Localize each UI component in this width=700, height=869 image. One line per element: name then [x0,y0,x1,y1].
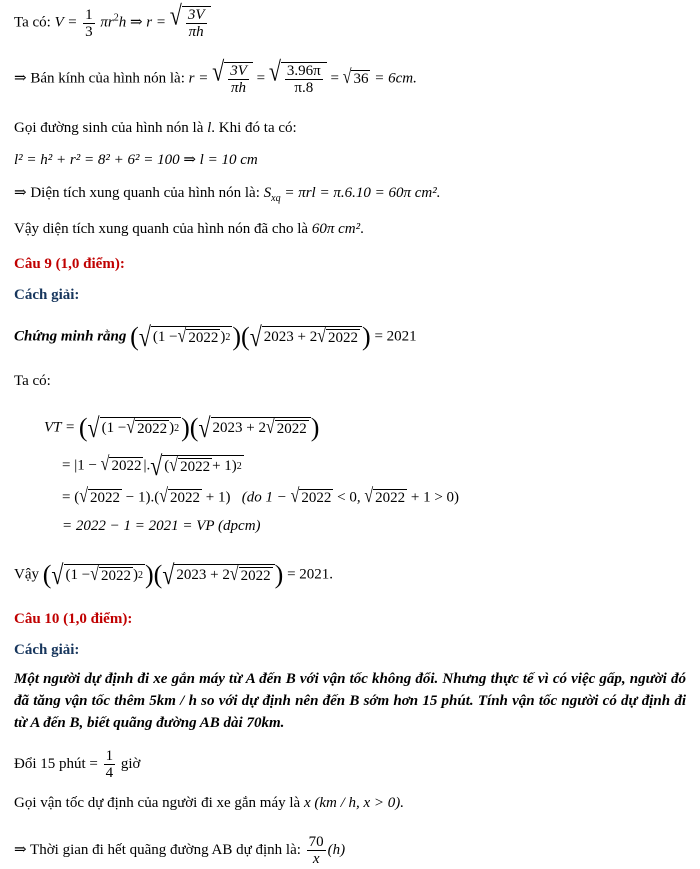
conclusion-area: Vậy diện tích xung quanh của hình nón đã cho là 60π cm². [14,221,364,237]
vt-step-1: = |1 − √ 2022 |. √ ( √ 2022 + 1) 2 [62,449,242,481]
method-label: Cách giải: [14,642,80,658]
ta-co-label: Ta có: [14,373,51,389]
radical: √ 36 [342,66,369,88]
variable-definition: Gọi vận tốc dự định của người đi xe gắn máy là x (km / h, x > 0). [14,795,405,811]
text-generatrix: Gọi đường sinh của hình nón là l. Khi đó ta có: [14,120,297,136]
implies-icon: ⇒ [14,70,27,87]
question-10-title: Câu 10 (1,0 điểm): [14,611,133,627]
problem-statement: Một người dự định đi xe gắn máy từ A đến B với vận tốc không đổi. Nhưng thực tế vì có việc gấp, người đó đã tăng vận tốc thêm 5km / h so với dự định nên đến B sớm hơn 15 phút. Tính vận tốc người có dự định đi từ A đến B, biết quãng đường AB dài 70km. [14,671,686,731]
radical: √ $\frac{3.96\pi}{\pi.8}$ [269,62,327,96]
prove-statement: Chứng minh rằng ( √ (1 − √ 2022 ) 2 )( √ 2023 + 2 √ 2022 ) = 2021 [14,320,417,352]
formula-lateral-area: ⇒ Diện tích xung quanh của hình nón là: $S_{xq} = \pi rl = \pi.6.10 = 60\pi$ cm². [14,185,441,204]
radical: √ $\frac{3V}{\pi h}$ [212,62,253,96]
vt-step-0: VT = ( √ (1 − √ 2022 ) 2 )( √ 2023 + 2 √ 2022 ) [44,411,320,443]
formula-volume: Ta có: V = $\frac{1}{3}$ $\pi r^2h$ ⇒ r = √ $\frac{3V}{\pi h}$ [14,6,211,40]
formula-radius: ⇒ Bán kính của hình nón là: r = √ $\frac{3V}{\pi h}$ = √ $\frac{3.96\pi}{\pi.8}$ = √ 36 = 6cm. [14,55,417,96]
implies-icon: ⇒ [14,841,27,858]
implies-icon: ⇒ [14,185,27,201]
method-label: Cách giải: [14,287,80,303]
question-9-title: Câu 9 (1,0 điểm): [14,256,125,272]
vt-step-2: = ( √ 2022 − 1).( √ 2022 + 1) (do 1 − √ 2022 < 0, √ 2022 + 1 > 0) [62,485,460,507]
unit-conversion: Đổi 15 phút = $\frac{1}{4}$ giờ [14,748,141,781]
radical: √ $\frac{3V}{\pi h}$ [170,6,211,40]
fraction: $\frac{1}{3}$ [85,6,93,40]
conclusion-9: Vậy ( √ (1 − √ 2022 ) 2 )( √ 2023 + 2 √ 2022 ) = 2021. [14,558,334,590]
time-expression: ⇒ Thời gian đi hết quãng đường AB dự định là: $\frac{70}{x}$ (h) [14,834,346,867]
vt-step-3: = 2022 − 1 = 2021 = VP (dpcm) [62,518,261,534]
formula-pythagoras: l² = h² + r² = 8² + 6² = 100 ⇒ l = 10 cm [14,152,258,168]
